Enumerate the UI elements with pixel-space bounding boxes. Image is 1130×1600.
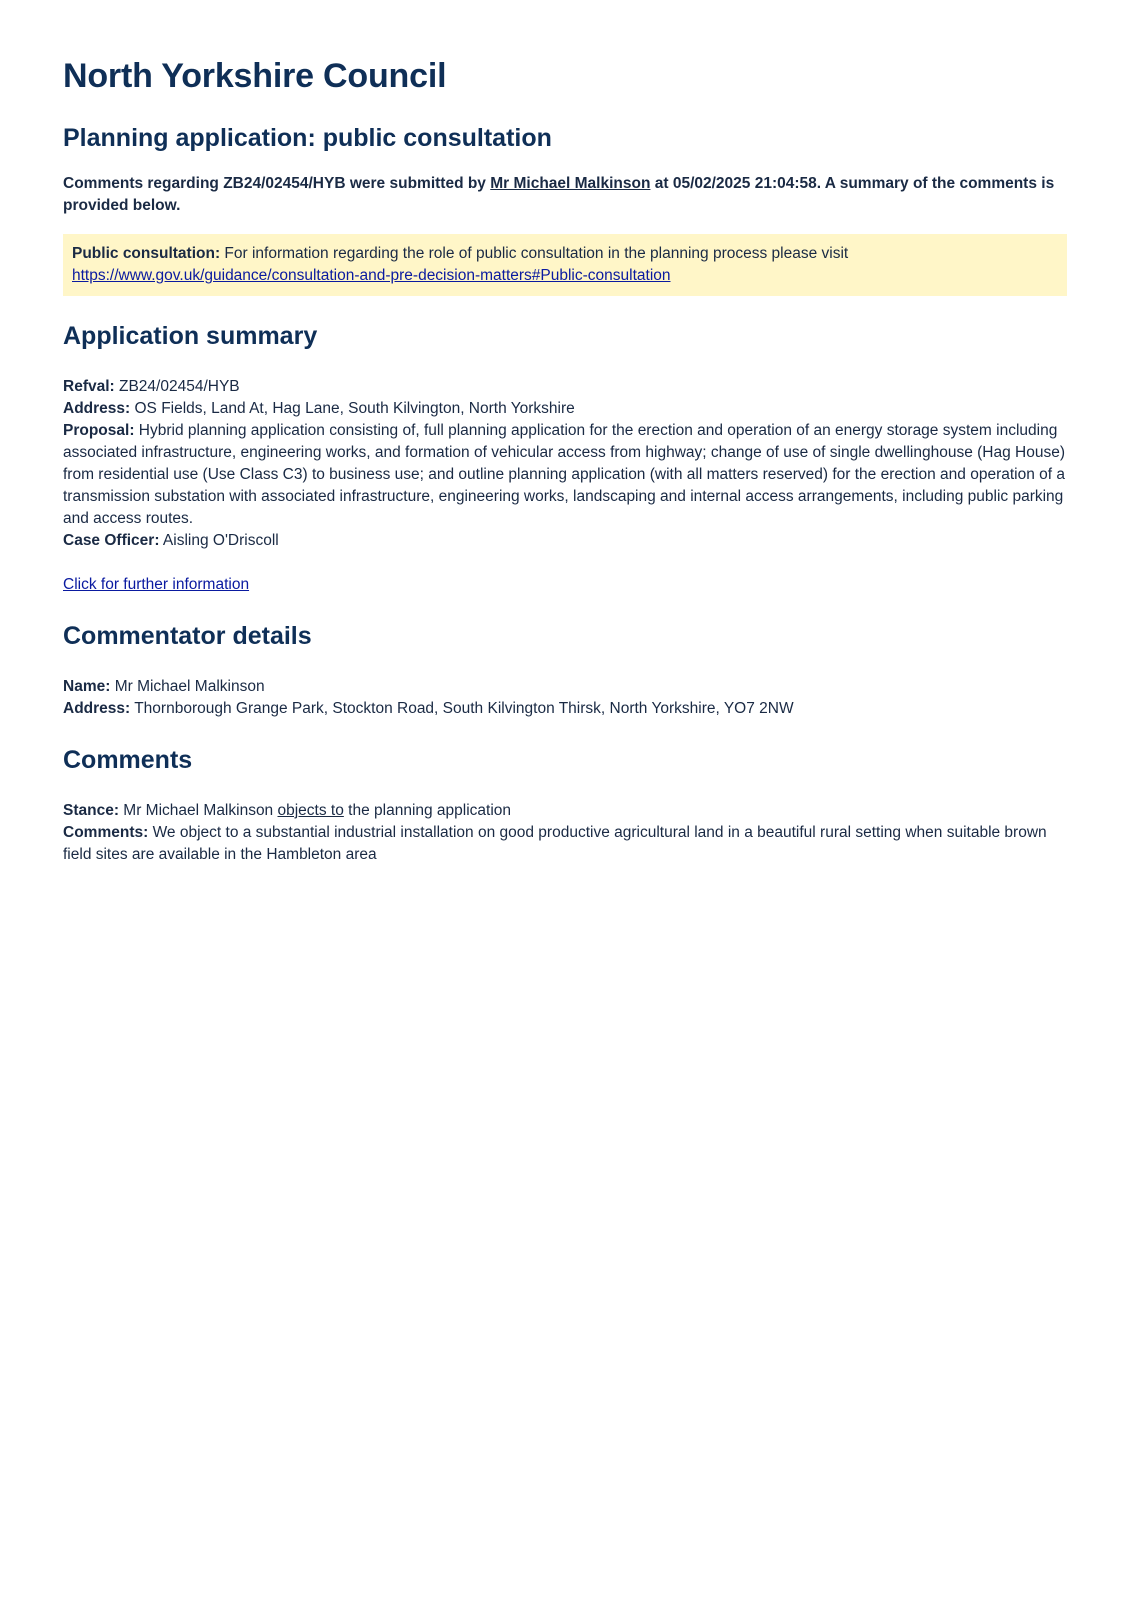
commentator-address-value: Thornborough Grange Park, Stockton Road, South Kilvington Thirsk, North Yorkshire, YO7 2NW	[130, 700, 794, 717]
proposal-value: Hybrid planning application consisting of, full planning application for the erection and operation of an energy storage system including associated infrastructure, engineering works, and formation of vehicular access from highway; change of use of single dwellinghouse (Hag House) from residential use (Use Class C3) to business use; and outline planning application (with all matters reserved) for the erection and operation of a transmission substation with associated infrastructure, engineering works, landscaping and internal access arrangements, including public parking and access routes.	[63, 422, 1066, 527]
stance-prefix: Mr Michael Malkinson	[119, 802, 278, 819]
case-officer-value: Aisling O'Driscoll	[159, 532, 279, 549]
stance-row	[63, 800, 1067, 822]
public-consultation-notice	[63, 234, 1067, 296]
stance-verb: objects to	[277, 802, 344, 819]
commentator-name-row	[63, 676, 1067, 698]
comments-heading: Comments	[63, 746, 193, 774]
stance-suffix: the planning application	[343, 802, 512, 819]
address-label: Address:	[63, 400, 131, 417]
refval-row	[63, 376, 1067, 398]
proposal-row	[63, 420, 1067, 530]
comments-label: Comments:	[63, 824, 149, 841]
refval-label: Refval:	[63, 378, 115, 395]
comments-text: We object to a substantial industrial installation on good productive agricultural land in a beautiful rural setting when suitable brown field sites are available in the Hambleton area	[63, 824, 1047, 863]
org-title: North Yorkshire Council	[63, 57, 447, 95]
further-information-link[interactable]: Click for further information	[63, 576, 250, 593]
commentator-name-label: Name:	[63, 678, 111, 695]
commentator-name-value: Mr Michael Malkinson	[110, 678, 265, 695]
document	[63, 52, 1067, 866]
comments-row	[63, 822, 1067, 866]
proposal-label: Proposal:	[63, 422, 135, 439]
intro-suffix: at 05/02/2025 21:04:58. A summary of the comments is provided below.	[63, 175, 1055, 214]
consultation-guidance-link[interactable]: https://www.gov.uk/guidance/consultation-and-pre-decision-matters#Public-consultation	[72, 267, 671, 284]
notice-label: Public consultation:	[72, 245, 221, 262]
intro-paragraph	[63, 173, 1067, 217]
stance-label: Stance:	[63, 802, 119, 819]
refval-value: ZB24/02454/HYB	[114, 378, 240, 395]
case-officer-label: Case Officer:	[63, 532, 160, 549]
comments-section	[63, 800, 1067, 866]
notice-text: For information regarding the role of public consultation in the planning process please visit	[220, 245, 849, 262]
submitter-link[interactable]: Mr Michael Malkinson	[490, 175, 651, 192]
address-value: OS Fields, Land At, Hag Lane, South Kilvington, North Yorkshire	[130, 400, 575, 417]
page-subtitle: Planning application: public consultation	[63, 124, 552, 152]
application-summary-heading: Application summary	[63, 322, 318, 350]
commentator-details-heading: Commentator details	[63, 622, 312, 650]
case-officer-row	[63, 530, 1067, 552]
address-row	[63, 398, 1067, 420]
commentator-address-row	[63, 698, 1067, 720]
commentator-details	[63, 676, 1067, 720]
commentator-address-label: Address:	[63, 700, 131, 717]
application-summary	[63, 376, 1067, 596]
intro-prefix: Comments regarding ZB24/02454/HYB were submitted by	[63, 175, 491, 192]
